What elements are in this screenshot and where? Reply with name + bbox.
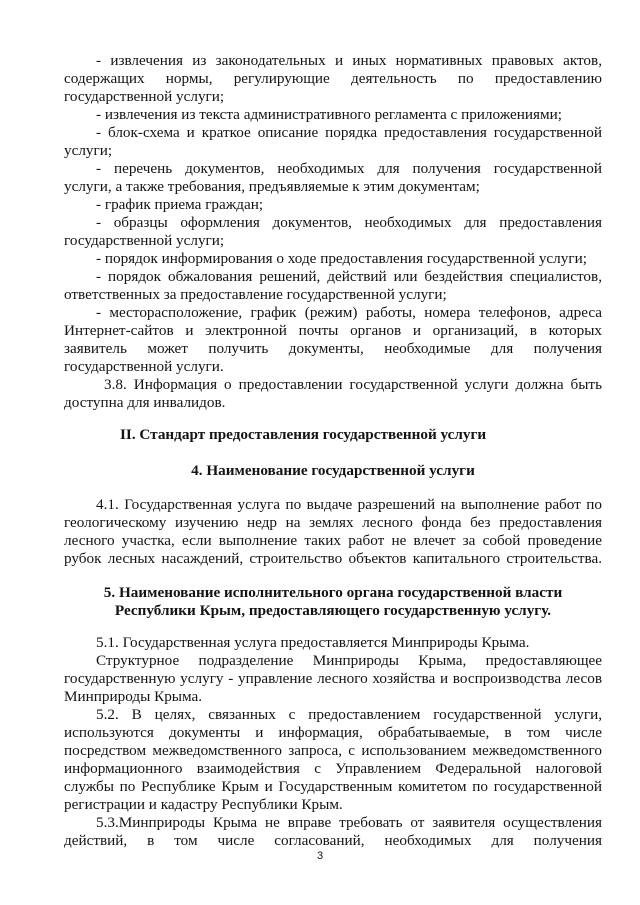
section-5-title: Республики Крым, предоставляющего государственную услугу. <box>114 602 552 619</box>
paragraph-3-8: 3.8. Информация о предоставлении государственной услуги должна быть <box>104 376 602 393</box>
page-number: 3 <box>316 850 324 862</box>
paragraph-5-2: службы по Республике Крым и Государственным комитетом по государственной <box>64 778 602 795</box>
section-2-title: II. Стандарт предоставления государственной услуги <box>120 426 487 443</box>
bullet-line: ответственных за предоставление государственной услуги; <box>64 286 447 303</box>
bullet-line: - перечень документов, необходимых для получения государственной <box>96 160 602 177</box>
paragraph-4-1: геологическому изучению недр на землях лесного фонда без предоставления <box>64 514 602 531</box>
section-5-title: 5. Наименование исполнительного органа государственной власти <box>103 584 563 601</box>
bullet-line: государственной услуги; <box>64 232 225 249</box>
bullet-line: - образцы оформления документов, необходимых для предоставления <box>96 214 602 231</box>
paragraph-5-1b: государственную услугу - управление лесного хозяйства и воспроизводства лесов <box>64 670 602 687</box>
paragraph-5-1: 5.1. Государственная услуга предоставляется Минприроды Крыма. <box>96 634 530 651</box>
bullet-line: услуги; <box>64 142 113 159</box>
paragraph-5-2: посредством межведомственного запроса, с использованием межведомственного <box>64 742 602 759</box>
bullet-line: - блок-схема и краткое описание порядка предоставления государственной <box>96 124 602 141</box>
paragraph-5-3: 5.3.Минприроды Крыма не вправе требовать от заявителя осуществления <box>96 814 602 831</box>
bullet-line: - извлечения из законодательных и иных нормативных правовых актов, <box>96 52 602 69</box>
paragraph-5-2: информационного взаимодействия с Управлением Федеральной налоговой <box>64 760 602 777</box>
paragraph-4-1: рубок лесных насаждений, строительство объектов капитального строительства. <box>64 550 602 567</box>
paragraph-4-1: лесного участка, если выполнение таких работ не влечет за собой проведение <box>64 532 602 549</box>
bullet-line: Интернет-сайтов и электронной почты органов и организаций, в которых <box>64 322 602 339</box>
paragraph-5-1b: Структурное подразделение Минприроды Крыма, предоставляющее <box>96 652 602 669</box>
bullet-line: - извлечения из текста административного регламента с приложениями; <box>96 106 562 123</box>
paragraph-4-1: 4.1. Государственная услуга по выдаче разрешений на выполнение работ по <box>96 496 602 513</box>
paragraph-5-2: регистрации и кадастру Республики Крым. <box>64 796 343 813</box>
paragraph-5-3: действий, в том числе согласований, необходимых для получения <box>64 832 602 849</box>
bullet-line: услуги, а также требования, предъявляемые к этим документам; <box>64 178 480 195</box>
bullet-line: содержащих нормы, регулирующие деятельность по предоставлению <box>64 70 602 87</box>
bullet-line: государственной услуги; <box>64 88 225 105</box>
bullet-line: - график приема граждан; <box>96 196 264 213</box>
bullet-line: - месторасположение, график (режим) работы, номера телефонов, адреса <box>96 304 602 321</box>
paragraph-5-2: используются документы и информация, обрабатываемые, в том числе <box>64 724 602 741</box>
bullet-line: заявитель может получить документы, необходимые для получения <box>64 340 602 357</box>
bullet-line: - порядок обжалования решений, действий или бездействия специалистов, <box>96 268 602 285</box>
paragraph-5-1b: Минприроды Крыма. <box>64 688 203 705</box>
bullet-line: государственной услуги. <box>64 358 224 375</box>
bullet-line: - порядок информирования о ходе предоставления государственной услуги; <box>96 250 587 267</box>
paragraph-3-8: доступна для инвалидов. <box>64 394 226 411</box>
section-4-title: 4. Наименование государственной услуги <box>191 462 475 479</box>
paragraph-5-2: 5.2. В целях, связанных с предоставлением государственной услуги, <box>96 706 602 723</box>
